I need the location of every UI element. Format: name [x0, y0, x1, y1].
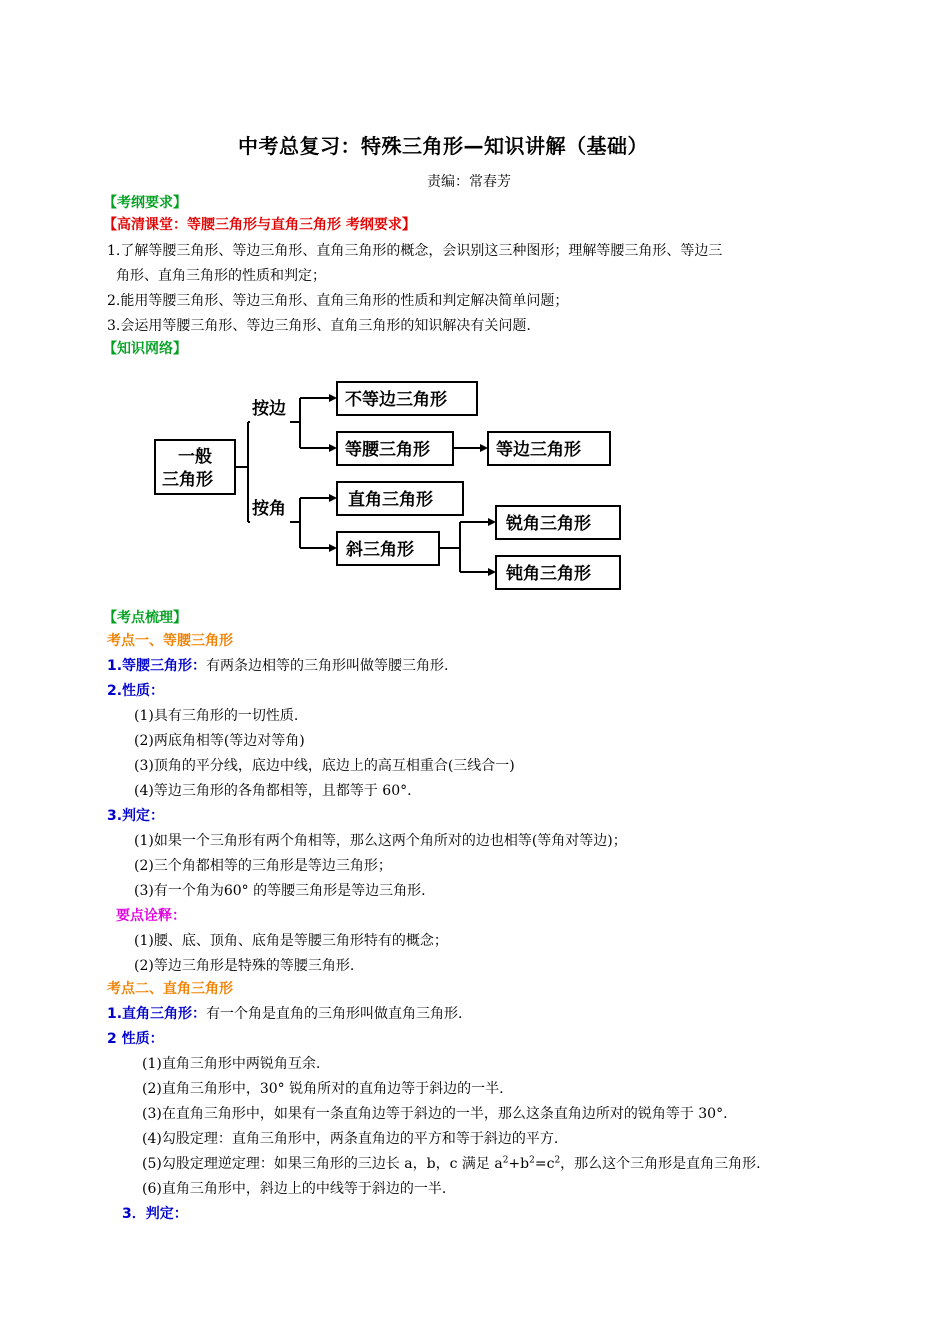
kp1-prop: (1)具有三角形的一切性质.	[134, 708, 299, 724]
kp2-def-text: 有一个角是直角的三角形叫做直角三角形.	[206, 1006, 463, 1022]
root-label-2: 三角形	[162, 470, 213, 490]
requirements-heading: 【考纲要求】	[103, 195, 187, 211]
kp2-judge-label: 3．判定：	[122, 1206, 188, 1222]
kp1-prop: (4)等边三角形的各角都相等，且都等于 60°.	[134, 783, 412, 799]
isosceles-label: 等腰三角形	[345, 440, 430, 460]
root-label-1: 一般	[178, 447, 212, 467]
oblique-label: 斜三角形	[346, 540, 414, 560]
requirement-line: 2.能用等腰三角形、等边三角形、直角三角形的性质和判定解决简单问题；	[107, 293, 569, 309]
kp1-heading: 考点一、等腰三角形	[107, 633, 233, 649]
kp1-prop: (3)顶角的平分线，底边中线，底边上的高互相重合(三线合一)	[134, 758, 515, 774]
page-title: 中考总复习：特殊三角形—知识讲解（基础）	[238, 134, 648, 158]
kp2-prop: (2)直角三角形中，30° 锐角所对的直角边等于斜边的一半.	[142, 1081, 504, 1097]
kp2-prop: (4)勾股定理：直角三角形中，两条直角边的平方和等于斜边的平方.	[142, 1131, 559, 1147]
kp1-def-text: 有两条边相等的三角形叫做等腰三角形.	[206, 658, 449, 674]
kp1-judge: (2)三个角都相等的三角形是等边三角形；	[134, 858, 392, 874]
kp1-note-label: 要点诠释：	[116, 908, 186, 924]
requirement-line: 3.会运用等腰三角形、等边三角形、直角三角形的知识解决有关问题.	[107, 318, 531, 334]
knowledge-network-diagram	[150, 372, 630, 604]
network-heading: 【知识网络】	[103, 341, 187, 357]
kp2-definition	[107, 1003, 463, 1023]
by-angle-label: 按角	[252, 499, 286, 519]
obtuse-label: 钝角三角形	[506, 564, 591, 584]
requirement-line: 角形、直角三角形的性质和判定；	[116, 268, 326, 284]
kp1-judge: (1)如果一个三角形有两个角相等，那么这两个角所对的边也相等(等角对等边)；	[134, 833, 627, 849]
class-heading: 【高清课堂：等腰三角形与直角三角形 考纲要求】	[103, 217, 416, 233]
kp1-def-label: 1.等腰三角形：	[107, 658, 207, 674]
points-heading: 【考点梳理】	[103, 610, 187, 626]
kp1-note: (1)腰、底、顶角、底角是等腰三角形特有的概念；	[134, 933, 448, 949]
kp1-judge-label: 3.判定：	[107, 808, 165, 824]
kp2-prop: (1)直角三角形中两锐角互余.	[142, 1056, 321, 1072]
kp2-prop-5: (5)勾股定理逆定理：如果三角形的三边长 a，b，c 满足 $a^2+b^2=c^2$，那么这个三角形是直角三角形.	[142, 1155, 761, 1172]
kp1-note: (2)等边三角形是特殊的等腰三角形.	[134, 958, 355, 974]
kp1-judge: (3)有一个角为60° 的等腰三角形是等边三角形.	[134, 883, 426, 899]
equilateral-label: 等边三角形	[496, 440, 581, 460]
acute-label: 锐角三角形	[506, 514, 591, 534]
requirement-line: 1.了解等腰三角形、等边三角形、直角三角形的概念，会识别这三种图形；理解等腰三角形、等边三	[107, 243, 723, 259]
kp2-def-label: 1.直角三角形：	[107, 1006, 207, 1022]
kp1-definition	[107, 655, 449, 675]
kp2-prop: (3)在直角三角形中，如果有一条直角边等于斜边的一半，那么这条直角边所对的锐角等于 30°.	[142, 1106, 728, 1122]
kp2-heading: 考点二、直角三角形	[107, 981, 233, 997]
editor-line: 责编：常春芳	[427, 174, 511, 190]
kp1-prop-label: 2.性质：	[107, 683, 165, 699]
scalene-label: 不等边三角形	[345, 390, 447, 410]
kp2-prop-label: 2 性质：	[107, 1031, 164, 1047]
right-label: 直角三角形	[348, 490, 433, 510]
by-side-label: 按边	[252, 399, 286, 419]
kp2-prop: (6)直角三角形中，斜边上的中线等于斜边的一半.	[142, 1181, 447, 1197]
kp1-prop: (2)两底角相等(等边对等角)	[134, 733, 305, 749]
